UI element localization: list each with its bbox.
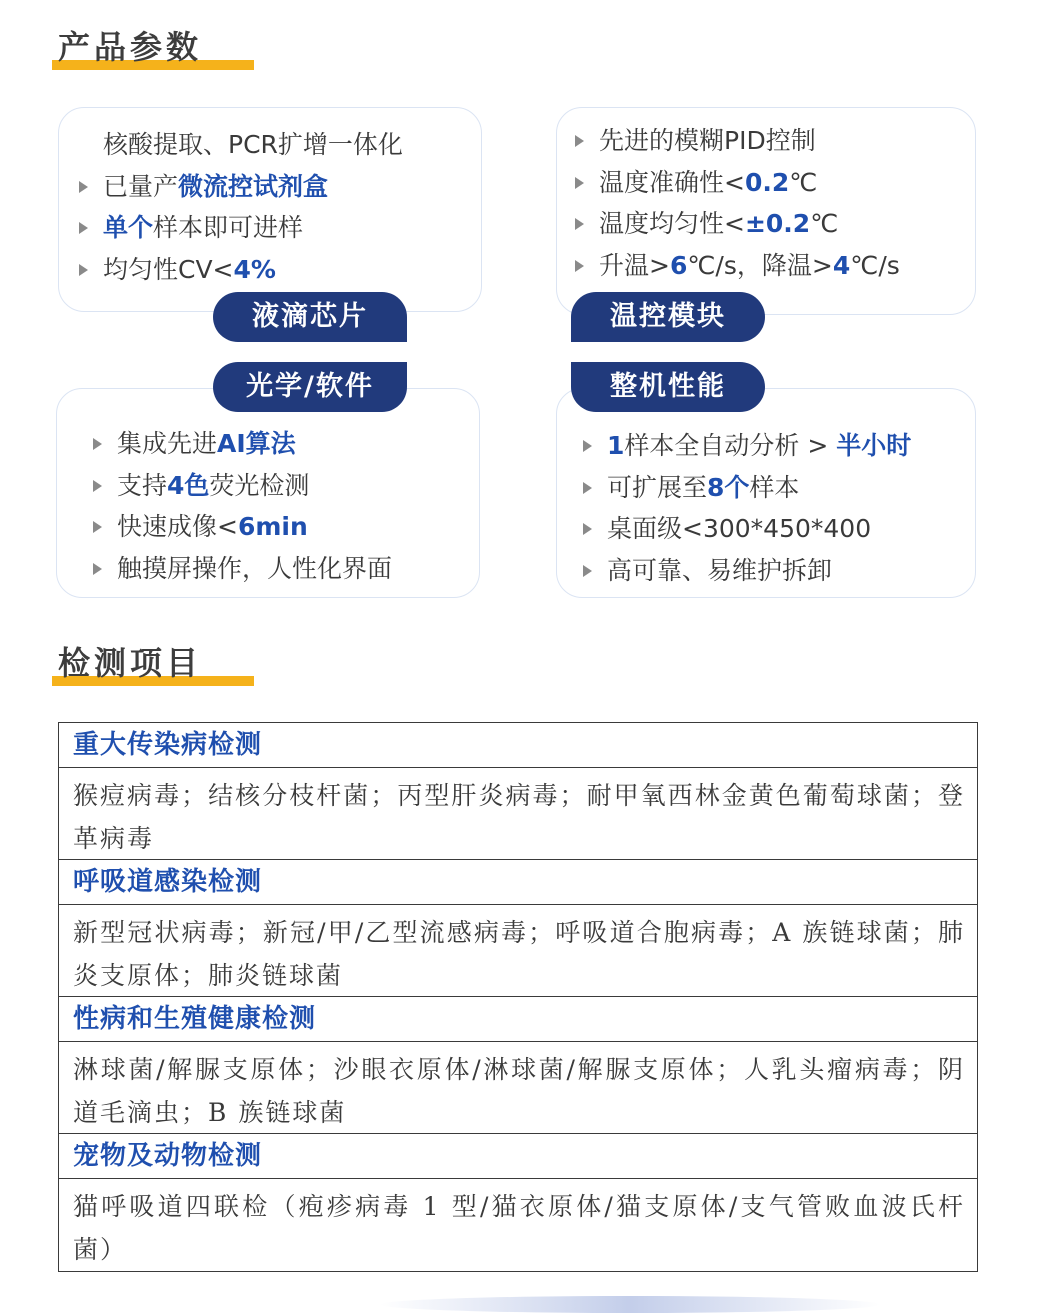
optics-line-4: 触摸屏操作，人性化界面 [93,548,479,590]
optics-line-1: 集成先进AI算法 [93,423,479,465]
bullet-icon [79,264,88,276]
test-category: 重大传染病检测 [59,723,977,768]
test-items-table [58,722,978,1272]
section-title-params: 产品参数 [52,22,202,64]
bullet-icon [575,177,584,189]
machine-line-1: 1样本全自动分析 > 半小时 [583,425,975,467]
card-optics-software [56,388,480,598]
label-temp-control: 温控模块 [571,292,765,342]
temp-line-3: 温度均匀性<±0.2℃ [575,203,975,245]
bullet-icon [79,181,88,193]
bullet-icon [93,438,102,450]
card-temp-control [556,107,976,315]
optics-line-2: 支持4色荧光检测 [93,465,479,507]
bullet-icon [583,482,592,494]
bullet-icon [93,521,102,533]
test-category: 呼吸道感染检测 [59,860,977,905]
test-items: 淋球菌/解脲支原体；沙眼衣原体/淋球菌/解脲支原体；人乳头瘤病毒；阴道毛滴虫；B 族链球菌 [59,1042,977,1134]
card-droplet-chip [58,107,482,312]
chip-line-4: 均匀性CV<4% [79,249,481,291]
machine-line-3: 桌面级<300*450*400 [583,508,975,550]
bottom-decoration [380,1296,880,1313]
bullet-icon [575,260,584,272]
test-items: 新型冠状病毒；新冠/甲/乙型流感病毒；呼吸道合胞病毒；A 族链球菌；肺炎支原体；肺炎链球菌 [59,905,977,997]
bullet-icon [93,480,102,492]
machine-line-2: 可扩展至8个样本 [583,467,975,509]
bullet-icon [93,563,102,575]
section-title-tests: 检测项目 [52,638,202,680]
label-optics-software: 光学/软件 [213,362,407,412]
label-machine-performance: 整机性能 [571,362,765,412]
test-items: 猫呼吸道四联检（疱疹病毒 1 型/猫衣原体/猫支原体/支气管败血波氏杆菌） [73,1192,965,1264]
bullet-icon [583,565,592,577]
bullet-icon [79,222,88,234]
optics-line-3: 快速成像<6min [93,506,479,548]
card-machine-performance [556,388,976,598]
temp-line-2: 温度准确性<0.2℃ [575,162,975,204]
test-items: 猴痘病毒；结核分枝杆菌；丙型肝炎病毒；耐甲氧西林金黄色葡萄球菌；登革病毒 [59,768,977,860]
bullet-icon [575,218,584,230]
test-category: 宠物及动物检测 [59,1134,977,1179]
bullet-icon [583,523,592,535]
bullet-icon [575,135,584,147]
chip-line-1: 核酸提取、PCR扩增一体化 [103,130,403,159]
chip-line-3: 单个样本即可进样 [79,207,481,249]
test-category: 性病和生殖健康检测 [59,997,977,1042]
bullet-icon [583,440,592,452]
chip-line-2: 已量产微流控试剂盒 [79,166,481,208]
temp-line-1: 先进的模糊PID控制 [575,120,975,162]
label-droplet-chip: 液滴芯片 [213,292,407,342]
machine-line-4: 高可靠、易维护拆卸 [583,550,975,592]
temp-line-4: 升温>6℃/s，降温>4℃/s [575,245,975,287]
